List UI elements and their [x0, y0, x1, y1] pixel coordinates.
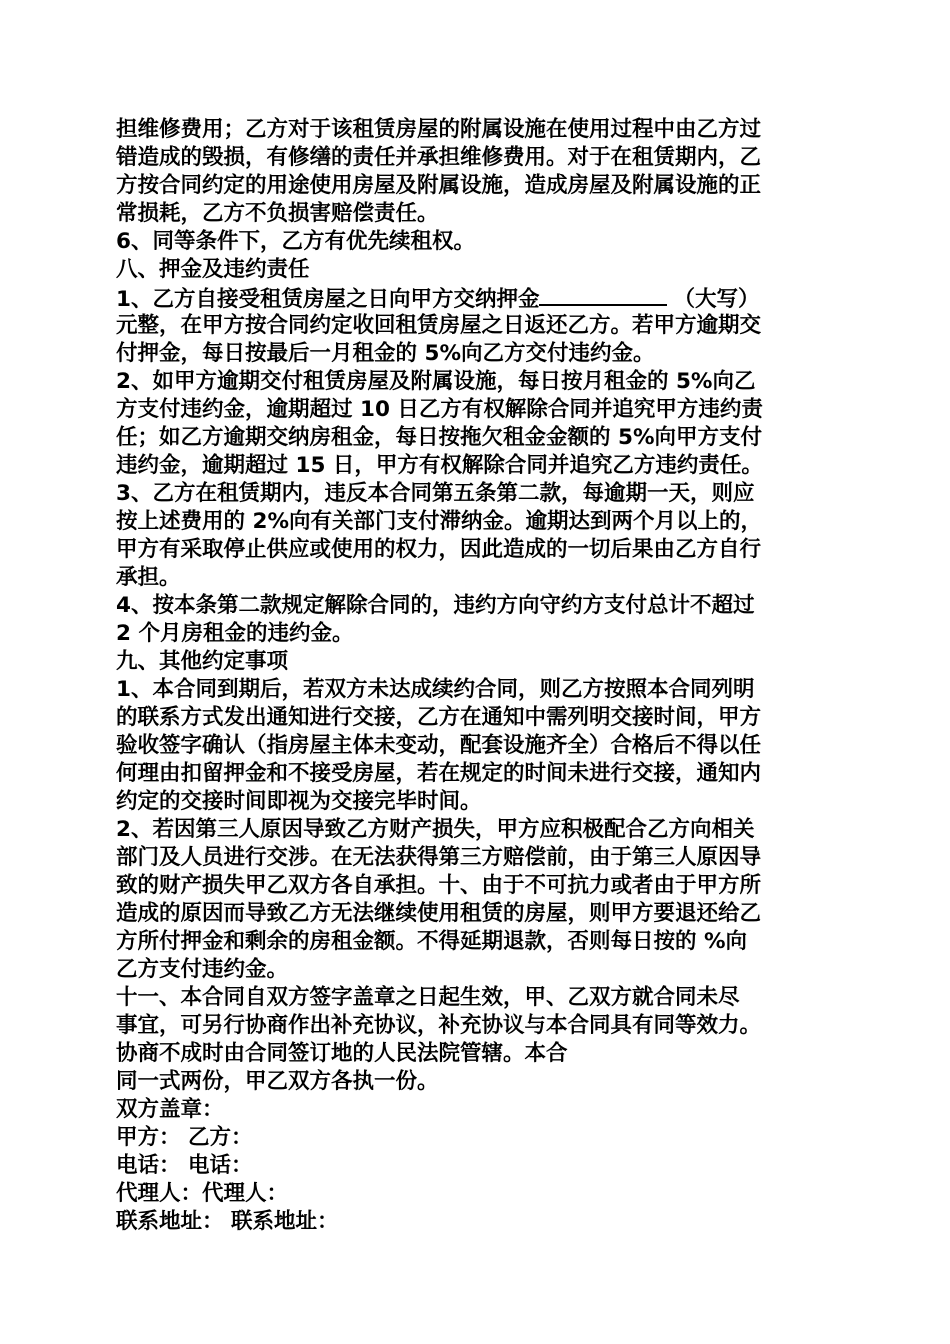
text-line: 电话： 电话：	[116, 1153, 253, 1178]
text-line: 元整，在甲方按合同约定收回租赁房屋之日返还乙方。若甲方逾期交	[116, 313, 762, 338]
deposit-amount-blank	[539, 284, 667, 306]
text-line: 约定的交接时间即视为交接完毕时间。	[116, 789, 482, 814]
text-line: 方按合同约定的用途使用房屋及附属设施，造成房屋及附属设施的正	[116, 173, 762, 198]
text-line: 九、其他约定事项	[116, 649, 289, 674]
text-line: 2、若因第三人原因导致乙方财产损失，甲方应积极配合乙方向相关	[116, 817, 755, 842]
text-line: 双方盖章：	[116, 1097, 224, 1122]
text-line: 致的财产损失甲乙双方各自承担。十、由于不可抗力或者由于甲方所	[116, 873, 762, 898]
text-line: 同一式两份，甲乙双方各执一份。	[116, 1069, 439, 1094]
text-line: 联系地址： 联系地址：	[116, 1209, 339, 1234]
text-line: 代理人：代理人：	[116, 1181, 289, 1206]
text-line: 乙方支付违约金。	[116, 957, 289, 982]
text-line: 验收签字确认（指房屋主体未变动，配套设施齐全）合格后不得以任	[116, 733, 762, 758]
text-line: 甲方： 乙方：	[116, 1125, 253, 1150]
text-line: 方支付违约金，逾期超过 10 日乙方有权解除合同并追究甲方违约责	[116, 397, 763, 422]
deposit-line	[116, 284, 836, 312]
text-line: 方所付押金和剩余的房租金额。不得延期退款，否则每日按的 %向	[116, 929, 748, 954]
text-line: 6、同等条件下，乙方有优先续租权。	[116, 229, 475, 254]
text-line: 十一、本合同自双方签字盖章之日起生效，甲、乙双方就合同未尽	[116, 985, 740, 1010]
text-line: 八、押金及违约责任	[116, 257, 310, 282]
contract-text	[116, 116, 836, 1236]
text-line: 担维修费用；乙方对于该租赁房屋的附属设施在使用过程中由乙方过	[116, 117, 762, 142]
text-line: 2 个月房租金的违约金。	[116, 621, 354, 646]
text-line: 承担。	[116, 565, 181, 590]
text-line: 4、按本条第二款规定解除合同的，违约方向守约方支付总计不超过	[116, 593, 755, 618]
text-line: 常损耗，乙方不负损害赔偿责任。	[116, 201, 439, 226]
text-line: 的联系方式发出通知进行交接，乙方在通知中需列明交接时间，甲方	[116, 705, 762, 730]
text-line: 违约金，逾期超过 15 日，甲方有权解除合同并追究乙方违约责任。	[116, 453, 763, 478]
text-line: 造成的原因而导致乙方无法继续使用租赁的房屋，则甲方要退还给乙	[116, 901, 762, 926]
text-line: 部门及人员进行交涉。在无法获得第三方赔偿前，由于第三人原因导	[116, 845, 762, 870]
text-line: 2、如甲方逾期交付租赁房屋及附属设施，每日按月租金的 5%向乙	[116, 369, 756, 394]
deposit-line-suffix: （大写）	[673, 287, 760, 312]
deposit-line-prefix: 1、乙方自接受租赁房屋之日向甲方交纳押金	[116, 287, 540, 312]
text-line: 1、本合同到期后，若双方未达成续约合同，则乙方按照本合同列明	[116, 677, 755, 702]
text-line: 3、乙方在租赁期内，违反本合同第五条第二款，每逾期一天，则应	[116, 481, 755, 506]
text-line: 协商不成时由合同签订地的人民法院管辖。本合	[116, 1041, 568, 1066]
text-line: 付押金，每日按最后一月租金的 5%向乙方交付违约金。	[116, 341, 655, 366]
text-line: 何理由扣留押金和不接受房屋，若在规定的时间未进行交接，通知内	[116, 761, 762, 786]
text-line: 按上述费用的 2%向有关部门支付滞纳金。逾期达到两个月以上的，	[116, 509, 762, 534]
text-line: 事宜，可另行协商作出补充协议，补充协议与本合同具有同等效力。	[116, 1013, 762, 1038]
text-line: 错造成的毁损，有修缮的责任并承担维修费用。对于在租赁期内，乙	[116, 145, 762, 170]
text-line: 甲方有采取停止供应或使用的权力，因此造成的一切后果由乙方自行	[116, 537, 762, 562]
text-line: 任；如乙方逾期交纳房租金，每日按拖欠租金金额的 5%向甲方支付	[116, 425, 762, 450]
